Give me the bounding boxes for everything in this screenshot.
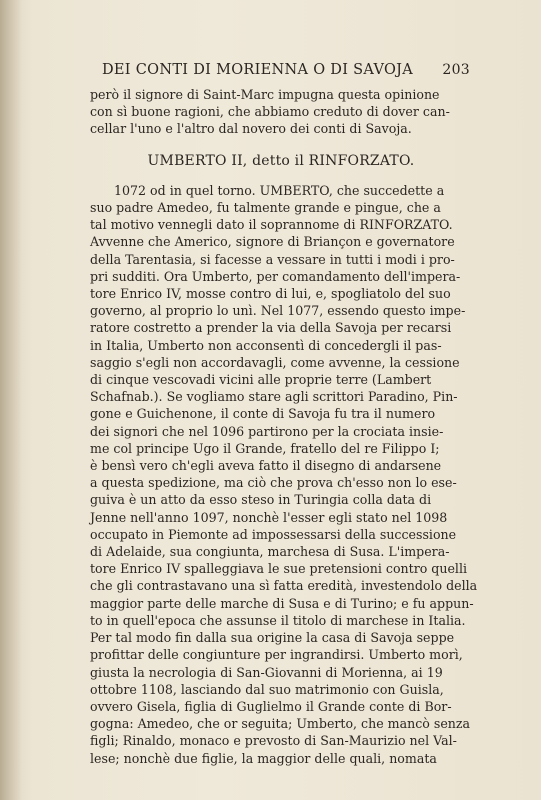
- text-line: di Adelaide, sua congiunta, marchesa di Susa. L'impera-: [90, 544, 450, 560]
- text-line: ovvero Gisela, figlia di Guglielmo il Grande conte di Bor-: [90, 698, 452, 714]
- page-gutter-shadow: [0, 0, 22, 800]
- text-line: in Italia, Umberto non acconsentì di concedergli il pas-: [90, 337, 442, 353]
- page-number: 203: [442, 62, 470, 78]
- text-line: della Tarentasia, si facesse a vessare in tutti i modi i pro-: [90, 251, 455, 267]
- text-line: to in quell'epoca che assunse il titolo di marchese in Italia.: [90, 612, 466, 628]
- text-line: me col principe Ugo il Grande, fratello del re Filippo I;: [90, 440, 440, 456]
- section-title: UMBERTO II, detto il RINFORZATO.: [147, 152, 415, 169]
- text-line: governo, al proprio lo unì. Nel 1077, essendo questo impe-: [90, 303, 466, 319]
- text-line: Avvenne che Americo, signore di Briançon e governatore: [90, 234, 455, 250]
- text-line: tore Enrico IV, mosse contro di lui, e, spogliatolo del suo: [90, 286, 451, 302]
- text-line: Schafnab.). Se vogliamo stare agli scrittori Paradino, Pin-: [90, 389, 458, 405]
- text-line: ratore costretto a prender la via della Savoja per recarsi: [90, 320, 452, 336]
- running-title: DEI CONTI DI MORIENNA O DI SAVOJA: [102, 62, 414, 78]
- text-line: tal motivo vennegli dato il soprannome di RINFORZATO.: [90, 217, 453, 233]
- text-line: però il signore di Saint-Marc impugna questa opinione: [90, 87, 440, 102]
- text-line: ottobre 1108, lasciando dal suo matrimonio con Guisla,: [90, 681, 444, 697]
- text-line: gone e Guichenone, il conte di Savoja fu tra il numero: [90, 406, 436, 422]
- text-line: Per tal modo fin dalla sua origine la casa di Savoja seppe: [90, 630, 455, 646]
- text-line: suo padre Amedeo, fu talmente grande e pingue, che a: [90, 200, 441, 216]
- text-line: profittar delle congiunture per ingrandirsi. Umberto morì,: [90, 647, 463, 663]
- running-header: [102, 62, 470, 82]
- text-line: di cinque vescovadi vicini alle proprie terre (Lambert: [90, 372, 432, 388]
- text-line: 1072 od in quel torno. UMBERTO, che succedette a: [114, 182, 445, 198]
- text-line: figli; Rinaldo, monaco e prevosto di San-Maurizio nel Val-: [90, 733, 457, 749]
- text-line: saggio s'egli non accordavagli, come avvenne, la cessione: [90, 354, 460, 370]
- text-line: tore Enrico IV spalleggiava le sue pretensioni contro quelli: [90, 561, 468, 577]
- text-line: con sì buone ragioni, che abbiamo creduto di dover can-: [90, 104, 450, 120]
- text-line: a questa spedizione, ma ciò che prova ch'esso non lo ese-: [90, 475, 457, 491]
- text-line: cellar l'uno e l'altro dal novero dei conti di Savoja.: [90, 121, 412, 137]
- text-line: pri sudditi. Ora Umberto, per comandamento dell'impera-: [90, 268, 461, 284]
- text-line: maggior parte delle marche di Susa e di Turino; e fu appun-: [90, 595, 474, 611]
- page-content: [90, 86, 478, 767]
- body-paragraph: [90, 182, 478, 767]
- text-line: lese; nonchè due figlie, la maggior delle quali, nomata: [90, 750, 437, 766]
- text-line: giusta la necrologia di San-Giovanni di Morienna, ai 19: [90, 664, 443, 680]
- text-line: Jenne nell'anno 1097, nonchè l'esser egli stato nel 1098: [90, 509, 448, 525]
- text-line: che gli contrastavano una sì fatta eredità, investendolo della: [90, 578, 478, 594]
- text-line: occupato in Piemonte ad impossessarsi della successione: [90, 526, 457, 542]
- text-line: guiva è un atto da esso steso in Turingia colla data di: [90, 492, 432, 508]
- text-line: è bensì vero ch'egli aveva fatto il disegno di andarsene: [90, 458, 442, 474]
- intro-paragraph: [90, 86, 472, 138]
- text-line: dei signori che nel 1096 partirono per la crociata insie-: [90, 423, 444, 439]
- text-line: gogna: Amedeo, che or seguita; Umberto, che mancò senza: [90, 716, 471, 732]
